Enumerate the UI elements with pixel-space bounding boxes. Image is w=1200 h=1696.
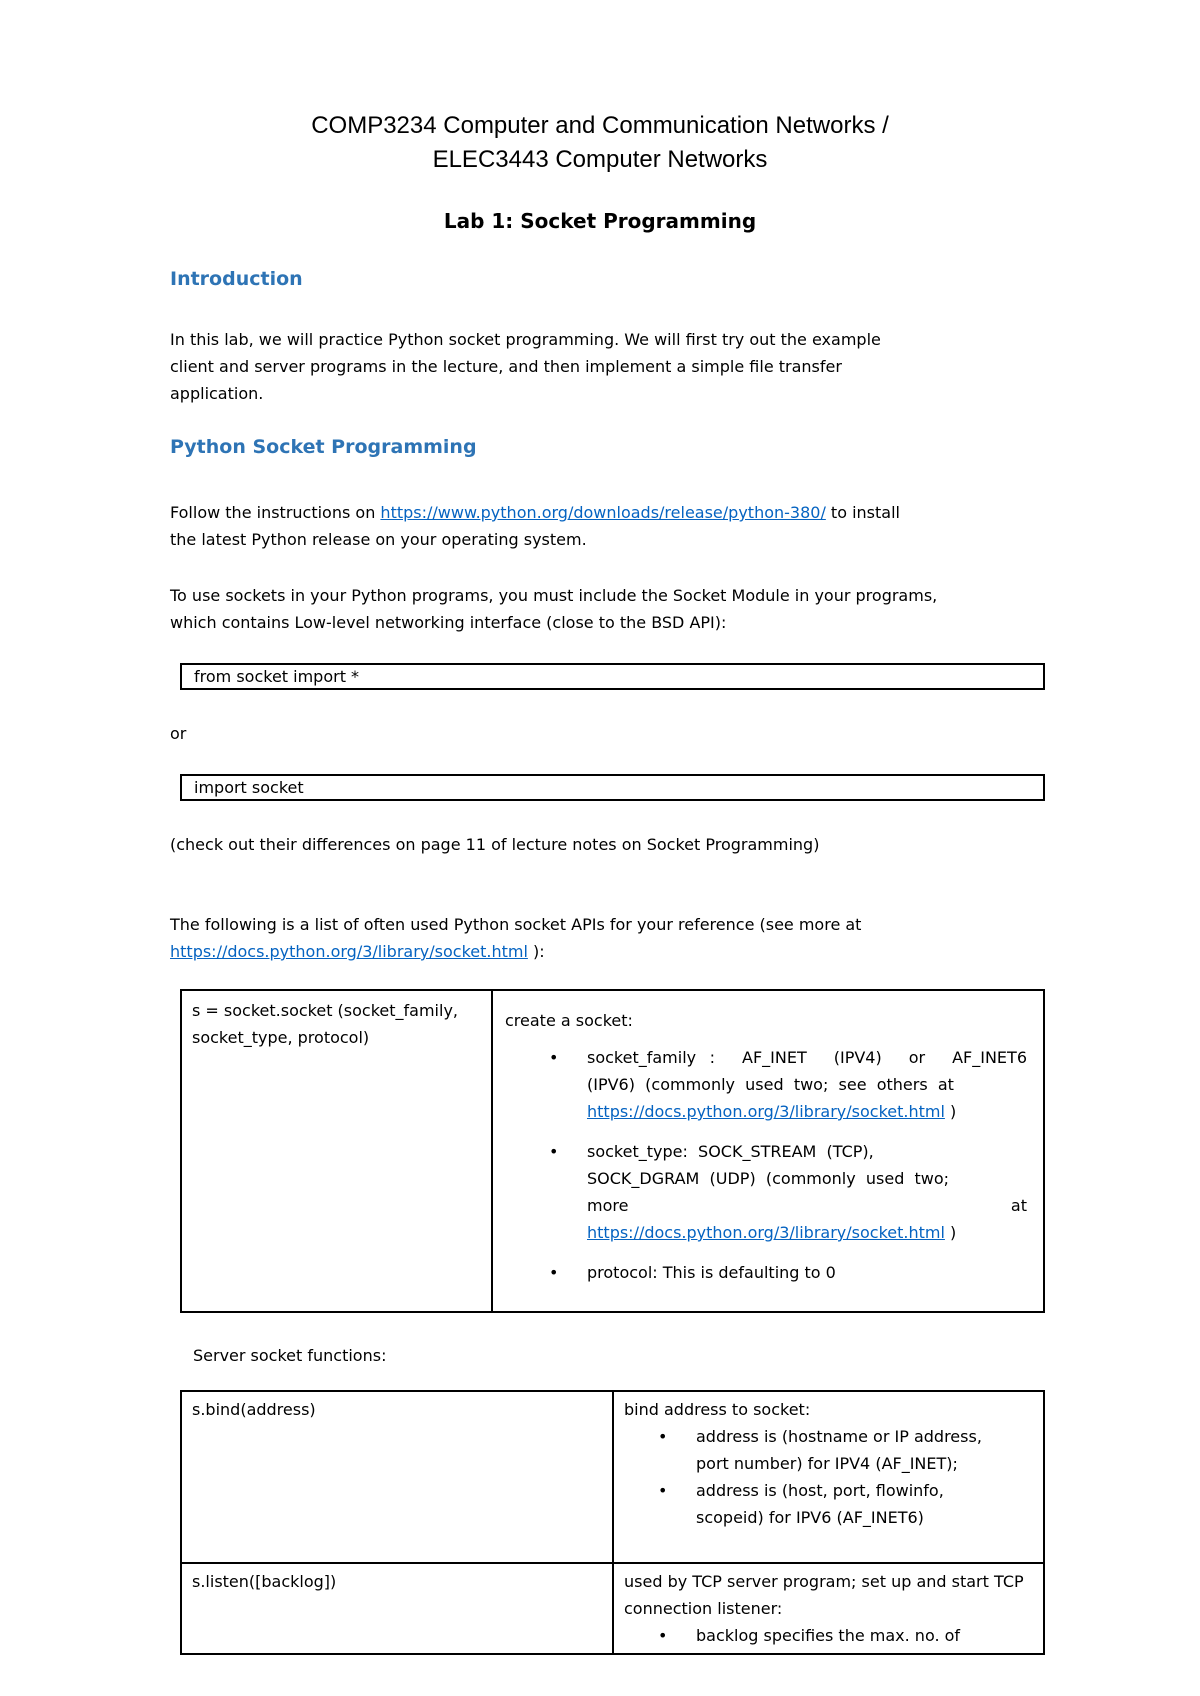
use-paragraph	[170, 582, 1050, 636]
follow-line-2: the latest Python release on your operating system.	[170, 530, 587, 549]
bind-description-cell	[613, 1391, 1044, 1563]
socket-create-intro: create a socket:	[505, 1011, 633, 1030]
bullet-icon: •	[658, 1481, 668, 1500]
api-list-paragraph	[170, 911, 1050, 965]
follow-paragraph	[170, 499, 1050, 553]
list-item	[624, 1423, 1033, 1477]
bind-bullet-1: address is (hostname or IP address, port number) for IPV4 (AF_INET);	[696, 1427, 982, 1473]
bind-description: bind address to socket:	[624, 1400, 811, 1419]
api-list-suffix: ):	[527, 942, 545, 961]
bullet-icon: •	[658, 1427, 668, 1446]
api-list-line-2	[170, 938, 1050, 965]
socket-type-docs-link[interactable]: https://docs.python.org/3/library/socket.html	[587, 1223, 945, 1242]
b2-line-3	[587, 1192, 1027, 1219]
intro-line-3: application.	[170, 384, 264, 403]
introduction-paragraph	[170, 326, 1030, 407]
course-title-line1: COMP3234 Computer and Communication Networks /	[311, 112, 889, 139]
listen-description-cell	[613, 1563, 1044, 1654]
intro-line-1-text: In this lab, we will practice Python socket programming. We will first try out the example	[170, 330, 881, 349]
listen-function: s.listen([backlog])	[192, 1572, 337, 1591]
intro-line-1	[170, 326, 1030, 353]
bullet-icon: •	[658, 1626, 668, 1645]
code-from-socket-import: from socket import *	[194, 667, 360, 686]
list-item	[624, 1477, 1033, 1531]
b2-close: )	[944, 1223, 957, 1242]
bind-bullet-2: address is (host, port, flowinfo, scopeid) for IPV6 (AF_INET6)	[696, 1481, 944, 1527]
table-row	[181, 1391, 1044, 1563]
bind-function-cell	[181, 1391, 613, 1563]
use-line-2: which contains Low-level networking interface (close to the BSD API):	[170, 613, 727, 632]
socket-family-docs-link[interactable]: https://docs.python.org/3/library/socket.html	[587, 1102, 945, 1121]
socket-create-signature-cell	[181, 990, 492, 1312]
list-item	[505, 1071, 1027, 1125]
bullet-icon: •	[549, 1142, 559, 1161]
b1-close: )	[944, 1102, 957, 1121]
table-row	[181, 990, 1044, 1312]
introduction-heading: Introduction	[170, 268, 303, 290]
list-item	[624, 1622, 1033, 1649]
python-socket-heading: Python Socket Programming	[170, 436, 477, 458]
list-item	[505, 1138, 1027, 1246]
b2-line-2: SOCK_DGRAM (UDP) (commonly used two;	[587, 1169, 950, 1188]
list-item	[505, 1259, 1027, 1286]
code-import-socket: import socket	[194, 778, 304, 797]
listen-bullets	[624, 1622, 1033, 1649]
b2-line-4	[587, 1219, 1027, 1246]
bind-bullets	[624, 1423, 1033, 1531]
lab-title: Lab 1: Socket Programming	[443, 209, 757, 233]
b2-line-1: socket_type: SOCK_STREAM (TCP),	[587, 1142, 874, 1161]
or-text: or	[170, 724, 187, 743]
b1-line-2: (IPV6) (commonly used two; see others at	[587, 1075, 954, 1094]
python-download-link[interactable]: https://www.python.org/downloads/release/python-380/	[380, 503, 826, 522]
b2-line-3b: at	[1010, 1196, 1027, 1215]
listen-bullet-1: backlog specifies the max. no. of	[696, 1626, 961, 1645]
socket-create-table	[180, 989, 1045, 1313]
follow-line-1	[170, 499, 1050, 526]
socket-create-bullets	[505, 1044, 1027, 1286]
api-list-line-1: The following is a list of often used Python socket APIs for your reference (see more at	[170, 915, 862, 934]
socket-create-signature: s = socket.socket (socket_family, socket_type, protocol)	[192, 1001, 458, 1047]
server-functions-table	[180, 1390, 1045, 1655]
listen-function-cell	[181, 1563, 613, 1654]
bullet-icon: •	[549, 1263, 559, 1282]
listen-description: used by TCP server program; set up and start TCP connection listener:	[624, 1572, 1024, 1618]
use-line-1: To use sockets in your Python programs, you must include the Socket Module in your programs,	[170, 586, 938, 605]
course-title-line2: ELEC3443 Computer Networks	[432, 146, 768, 173]
bind-function: s.bind(address)	[192, 1400, 316, 1419]
table-row	[181, 1563, 1044, 1654]
intro-line-2: client and server programs in the lecture, and then implement a simple file transfer	[170, 357, 842, 376]
follow-suffix: to install	[825, 503, 900, 522]
b1-line-1: socket_family : AF_INET (IPV4) or AF_INET6	[587, 1048, 1027, 1067]
socket-create-description-cell	[492, 990, 1044, 1312]
check-differences-text: (check out their differences on page 11 of lecture notes on Socket Programming)	[170, 835, 820, 854]
follow-prefix: Follow the instructions on	[170, 503, 381, 522]
code-box-from-socket-import	[180, 663, 1045, 690]
b1-line-3	[587, 1098, 1027, 1125]
code-box-import-socket	[180, 774, 1045, 801]
b3-text: protocol: This is defaulting to 0	[587, 1263, 836, 1282]
bullet-icon: •	[549, 1048, 559, 1067]
socket-docs-link[interactable]: https://docs.python.org/3/library/socket.html	[170, 942, 528, 961]
server-functions-label: Server socket functions:	[193, 1346, 387, 1365]
b2-line-3a: more	[587, 1196, 629, 1215]
list-item	[505, 1044, 1027, 1071]
